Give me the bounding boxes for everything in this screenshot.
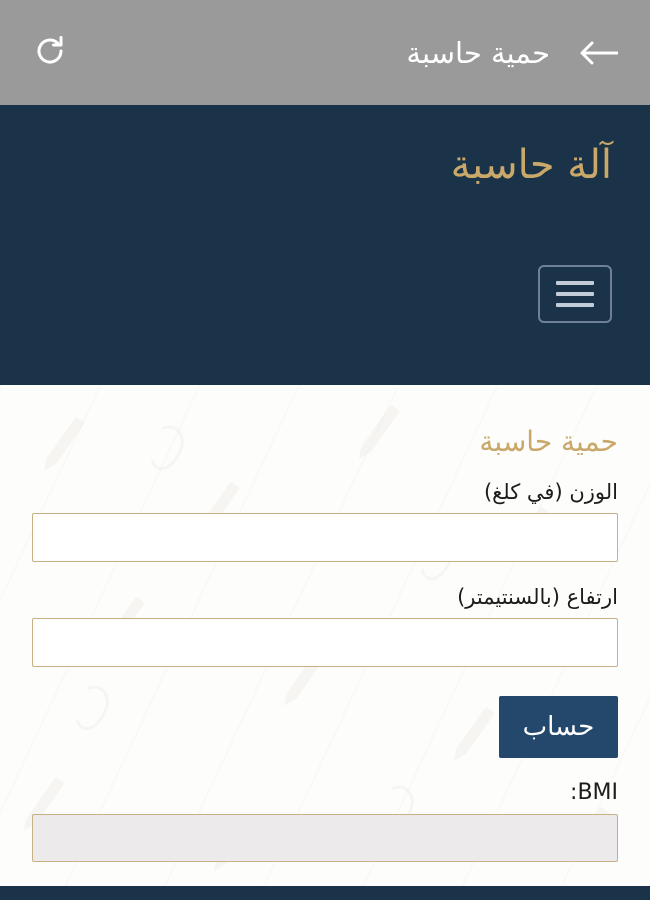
bmi-calculator-form [32, 425, 618, 862]
app-bar-title: حمية حاسبة [406, 35, 550, 70]
height-label: ارتفاع (بالسنتيمتر) [457, 585, 618, 609]
site-header [0, 105, 650, 385]
form-title: حمية حاسبة [479, 425, 618, 458]
refresh-button[interactable] [26, 29, 74, 77]
app-bar [0, 0, 650, 105]
hamburger-menu-icon [556, 281, 594, 285]
bmi-result-input[interactable] [32, 814, 618, 862]
bmi-result-label: BMI: [570, 780, 618, 805]
hamburger-menu-button[interactable] [538, 265, 612, 323]
calculate-button[interactable]: حساب [499, 696, 618, 758]
bottom-bar [0, 886, 650, 900]
weight-input[interactable] [32, 513, 618, 562]
hamburger-menu-icon [556, 303, 594, 307]
height-input[interactable] [32, 618, 618, 667]
refresh-icon [33, 34, 67, 72]
calculate-row [32, 696, 618, 758]
arrow-left-icon [578, 39, 618, 67]
page-content [0, 385, 650, 900]
hamburger-menu-icon [556, 292, 594, 296]
site-brand: آلة حاسبة [450, 142, 612, 188]
weight-label: الوزن (في كلغ) [483, 480, 618, 504]
back-button[interactable] [572, 27, 624, 79]
